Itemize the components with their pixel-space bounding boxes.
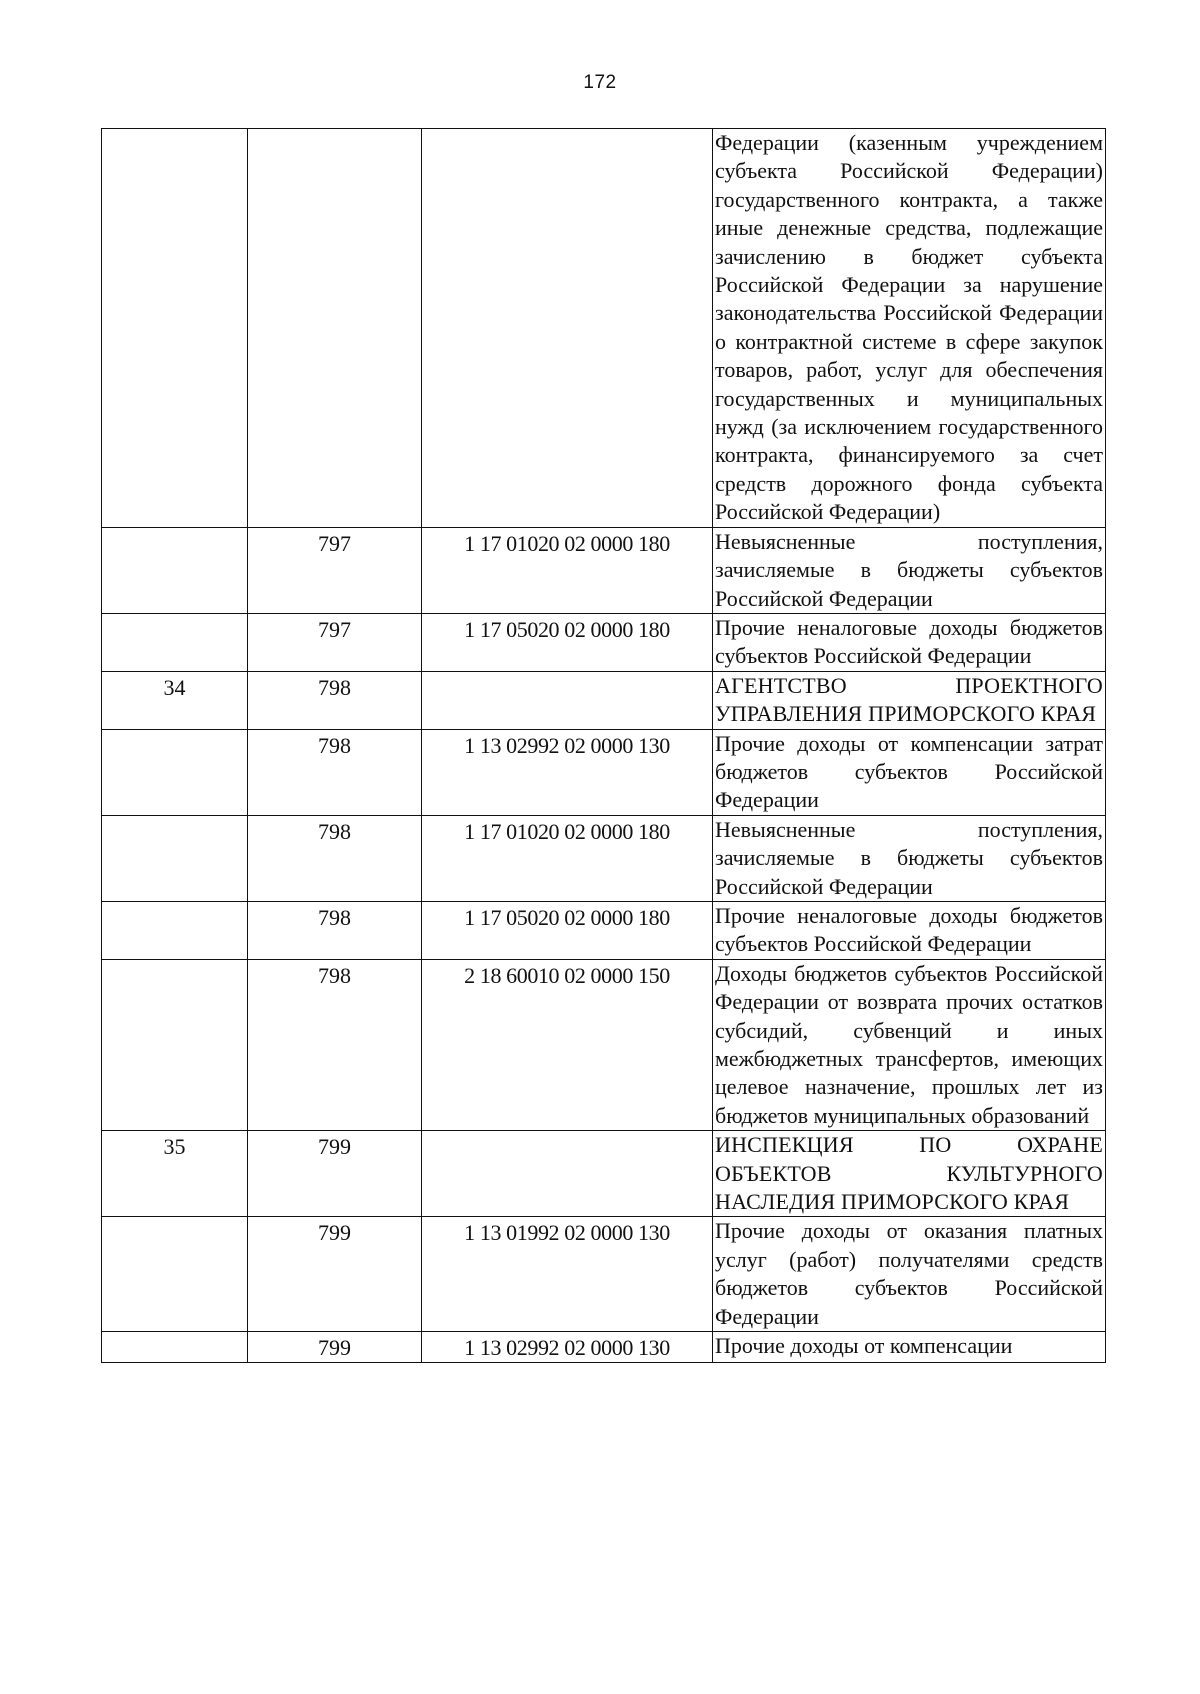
revenue-name-cell (713, 815, 1106, 901)
revenue-name-cell (713, 729, 1106, 815)
revenue-name-text: Доходы бюджетов субъектов Российской Федерации от возврата прочих остатков субсидий, субвенций и иных межбюджетных трансфертов, имеющих целевое назначение, прошлых лет из бюджетов муниципальных образований (715, 960, 1103, 1128)
revenue-name-cell (713, 1332, 1106, 1363)
administrator-name-text: ИНСПЕКЦИЯ ПО ОХРАНЕ ОБЪЕКТОВ КУЛЬТУРНОГО НАСЛЕДИЯ ПРИМОРСКОГО КРАЯ (715, 1132, 1103, 1215)
row-number-cell (102, 1332, 248, 1363)
row-number-cell (102, 527, 248, 613)
revenue-name-cell (713, 901, 1106, 959)
row-number-cell (102, 815, 248, 901)
table-row (102, 729, 1106, 815)
administrator-code-cell: 798 (248, 815, 422, 901)
administrator-name-text: АГЕНТСТВО ПРОЕКТНОГО УПРАВЛЕНИЯ ПРИМОРСКОГО КРАЯ (715, 672, 1103, 727)
row-number-cell (102, 729, 248, 815)
administrator-code-cell (248, 129, 422, 528)
revenue-name-text: Прочие доходы от компенсации (715, 1333, 1013, 1359)
table-row (102, 1332, 1106, 1363)
row-number-cell (102, 959, 248, 1130)
revenue-name-cell (713, 959, 1106, 1130)
administrator-code-cell: 797 (248, 527, 422, 613)
revenue-code-cell: 1 13 02992 02 0000 130 (422, 729, 713, 815)
row-number-cell (102, 901, 248, 959)
revenue-name-text: Невыясненные поступления, зачисляемые в бюджеты субъектов Российской Федерации (715, 528, 1103, 611)
administrator-code-cell: 798 (248, 959, 422, 1130)
administrator-code-cell: 798 (248, 729, 422, 815)
administrator-code-cell: 799 (248, 1131, 422, 1217)
administrator-code-cell: 798 (248, 901, 422, 959)
revenue-name-text: Невыясненные поступления, зачисляемые в бюджеты субъектов Российской Федерации (715, 816, 1103, 899)
revenue-code-cell: 1 17 01020 02 0000 180 (422, 527, 713, 613)
administrator-code-cell: 799 (248, 1332, 422, 1363)
table-row (102, 1217, 1106, 1332)
revenue-code-cell: 1 13 01992 02 0000 130 (422, 1217, 713, 1332)
revenue-name-cell (713, 1217, 1106, 1332)
revenue-name-cell (713, 129, 1106, 528)
revenue-code-cell (422, 1131, 713, 1217)
revenue-name-text: Прочие доходы от компенсации затрат бюджетов субъектов Российской Федерации (715, 730, 1103, 813)
revenue-code-cell: 1 17 05020 02 0000 180 (422, 901, 713, 959)
revenue-name-text: Прочие неналоговые доходы бюджетов субъектов Российской Федерации (715, 614, 1103, 669)
revenue-code-cell: 1 17 05020 02 0000 180 (422, 613, 713, 671)
table-row (102, 671, 1106, 729)
table-row (102, 815, 1106, 901)
page-number: 172 (583, 72, 617, 93)
table-row (102, 901, 1106, 959)
revenue-name-text: Прочие неналоговые доходы бюджетов субъектов Российской Федерации (715, 902, 1103, 957)
revenue-name-cell (713, 527, 1106, 613)
administrator-code-cell: 797 (248, 613, 422, 671)
table-row (102, 527, 1106, 613)
revenue-name-cell (713, 671, 1106, 729)
row-number-cell (102, 129, 248, 528)
revenue-code-cell (422, 671, 713, 729)
revenue-name-cell (713, 613, 1106, 671)
table-row (102, 613, 1106, 671)
table-row (102, 1131, 1106, 1217)
row-number-cell (102, 1217, 248, 1332)
administrator-code-cell: 798 (248, 671, 422, 729)
revenue-name-text: Федерации (казенным учреждением субъекта Российской Федерации) государственного контракта, а также иные денежные средства, подлежащие зачислению в бюджет субъекта Российской Федерации за нарушение законодательства Российской Федерации о контрактной системе в сфере закупок товаров, работ, услуг для обеспечения государственных и муниципальных нужд (за исключением государственного контракта, финансируемого за счет средств дорожного фонда субъекта Российской Федерации) (715, 130, 1103, 525)
revenue-code-cell: 1 17 01020 02 0000 180 (422, 815, 713, 901)
row-number-cell: 34 (102, 671, 248, 729)
table-row (102, 129, 1106, 528)
table-row (102, 959, 1106, 1130)
revenue-name-text: Прочие доходы от оказания платных услуг (работ) получателями средств бюджетов субъектов Российской Федерации (715, 1218, 1103, 1329)
row-number-cell (102, 613, 248, 671)
revenue-code-cell (422, 129, 713, 528)
revenue-administrators-table (101, 128, 1106, 1363)
revenue-name-cell (713, 1131, 1106, 1217)
row-number-cell: 35 (102, 1131, 248, 1217)
administrator-code-cell: 799 (248, 1217, 422, 1332)
revenue-code-cell: 1 13 02992 02 0000 130 (422, 1332, 713, 1363)
revenue-code-cell: 2 18 60010 02 0000 150 (422, 959, 713, 1130)
